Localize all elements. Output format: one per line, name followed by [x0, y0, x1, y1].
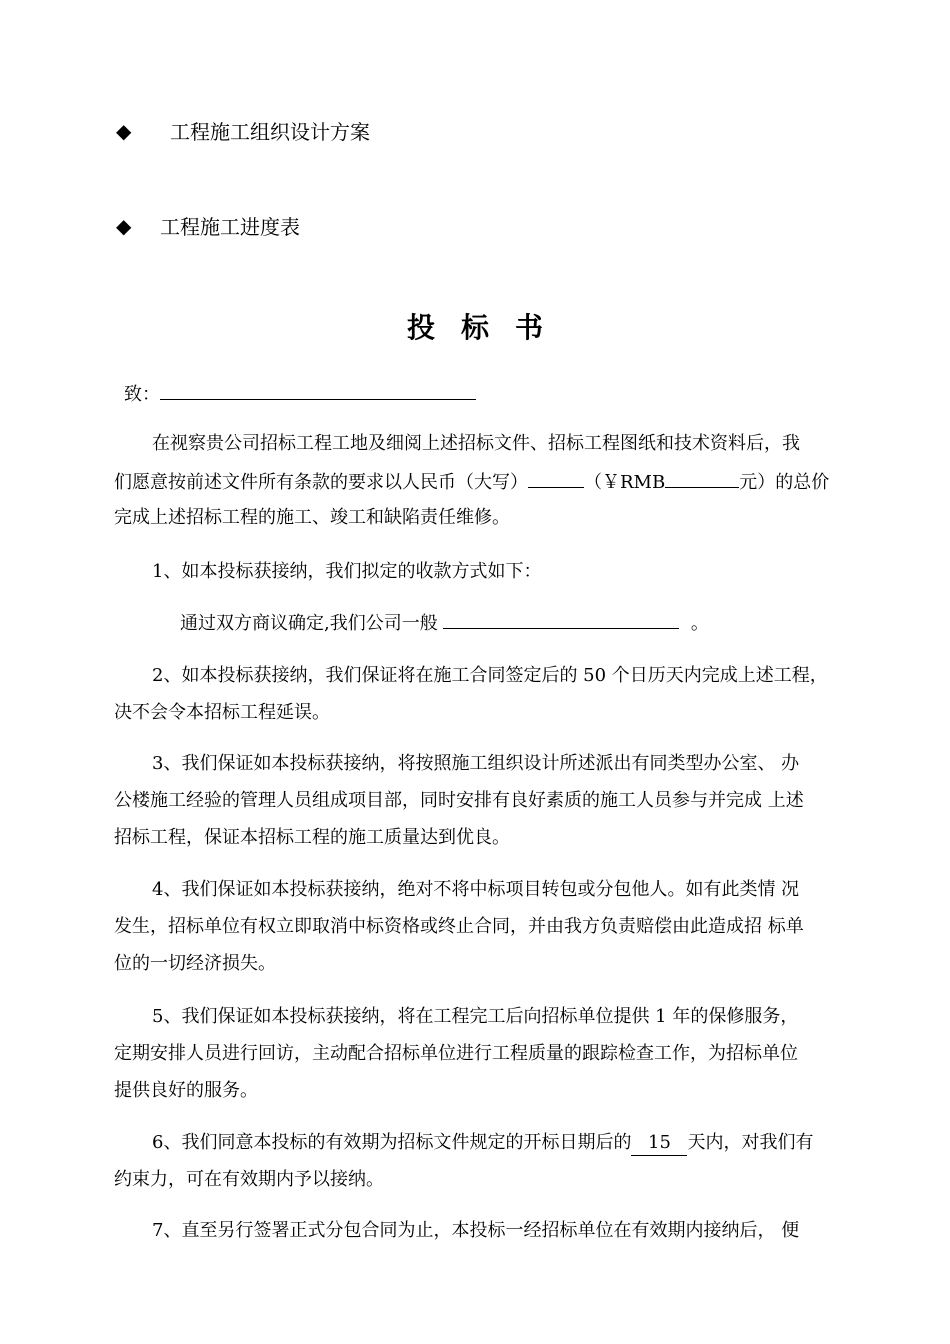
validity-days: 15 — [631, 1131, 687, 1156]
payment-text: 通过双方商议确定,我们公司一般 — [180, 613, 438, 634]
item-5-line-1: 5、我们保证如本投标获接纳，将在工程完工后向招标单位提供 1 年的保修服务， — [152, 1006, 799, 1027]
intro-line-2 — [114, 469, 829, 495]
to-label: 致： — [124, 384, 160, 405]
amount-words-blank — [528, 469, 584, 488]
item-3-line-2: 公楼施工经验的管理人员组成项目部，同时安排有良好素质的施工人员参与并完成 上述 — [114, 790, 804, 811]
intro-line-1: 在视察贵公司招标工程工地及细阅上述招标文件、招标工程图纸和技术资料后，我 — [152, 433, 800, 454]
validity-text: 天内，对我们有 — [687, 1132, 814, 1153]
item-2-line-1: 2、如本投标获接纳，我们保证将在施工合同签定后的 50 个日历天内完成上述工程， — [152, 665, 828, 686]
document-title: 投标书 — [406, 311, 569, 344]
item-6-line-1 — [152, 1131, 813, 1156]
item-3-line-3: 招标工程，保证本招标工程的施工质量达到优良。 — [114, 827, 510, 848]
period-mark: 。 — [690, 613, 709, 634]
item-3-line-1: 3、我们保证如本投标获接纳，将按照施工组织设计所述派出有同类型办公室、 办 — [152, 753, 800, 774]
item-7-line-1: 7、直至另行签署正式分包合同为止，本投标一经招标单位在有效期内接纳后， 便 — [152, 1220, 800, 1241]
payment-method-blank — [443, 610, 679, 629]
item-1-line-2 — [180, 610, 709, 636]
item-4-line-2: 发生，招标单位有权立即取消中标资格或终止合同，并由我方负责赔偿由此造成招 标单 — [114, 916, 804, 937]
bullet-item-schedule: 工程施工进度表 — [160, 215, 300, 239]
item-6-line-2: 约束力，可在有效期内予以接纳。 — [114, 1169, 384, 1190]
item-2-line-2: 决不会令本招标工程延误。 — [114, 702, 330, 723]
intro-line-3: 完成上述招标工程的施工、竣工和缺陷责任维修。 — [114, 507, 510, 528]
item-1-line-1: 1、如本投标获接纳，我们拟定的收款方式如下： — [152, 561, 542, 582]
item-4-line-3: 位的一切经济损失。 — [114, 953, 276, 974]
item-5-line-2: 定期安排人员进行回访，主动配合招标单位进行工程质量的跟踪检查工作，为招标单位 — [114, 1043, 798, 1064]
recipient-blank — [160, 381, 476, 400]
amount-figures-blank — [665, 469, 739, 488]
diamond-bullet-icon: ◆ — [116, 119, 132, 143]
intro-text: 元）的总价 — [739, 472, 830, 493]
item-5-line-3: 提供良好的服务。 — [114, 1080, 258, 1101]
to-line — [124, 381, 476, 407]
intro-text: 们愿意按前述文件所有条款的要求以人民币（大写） — [114, 472, 528, 493]
bullet-item-construction-plan: 工程施工组织设计方案 — [170, 120, 370, 144]
diamond-bullet-icon: ◆ — [116, 214, 132, 238]
item-4-line-1: 4、我们保证如本投标获接纳，绝对不将中标项目转包或分包他人。如有此类情 况 — [152, 879, 800, 900]
validity-text: 6、我们同意本投标的有效期为招标文件规定的开标日期后的 — [152, 1132, 632, 1153]
intro-rmb: （￥RMB — [584, 472, 666, 493]
